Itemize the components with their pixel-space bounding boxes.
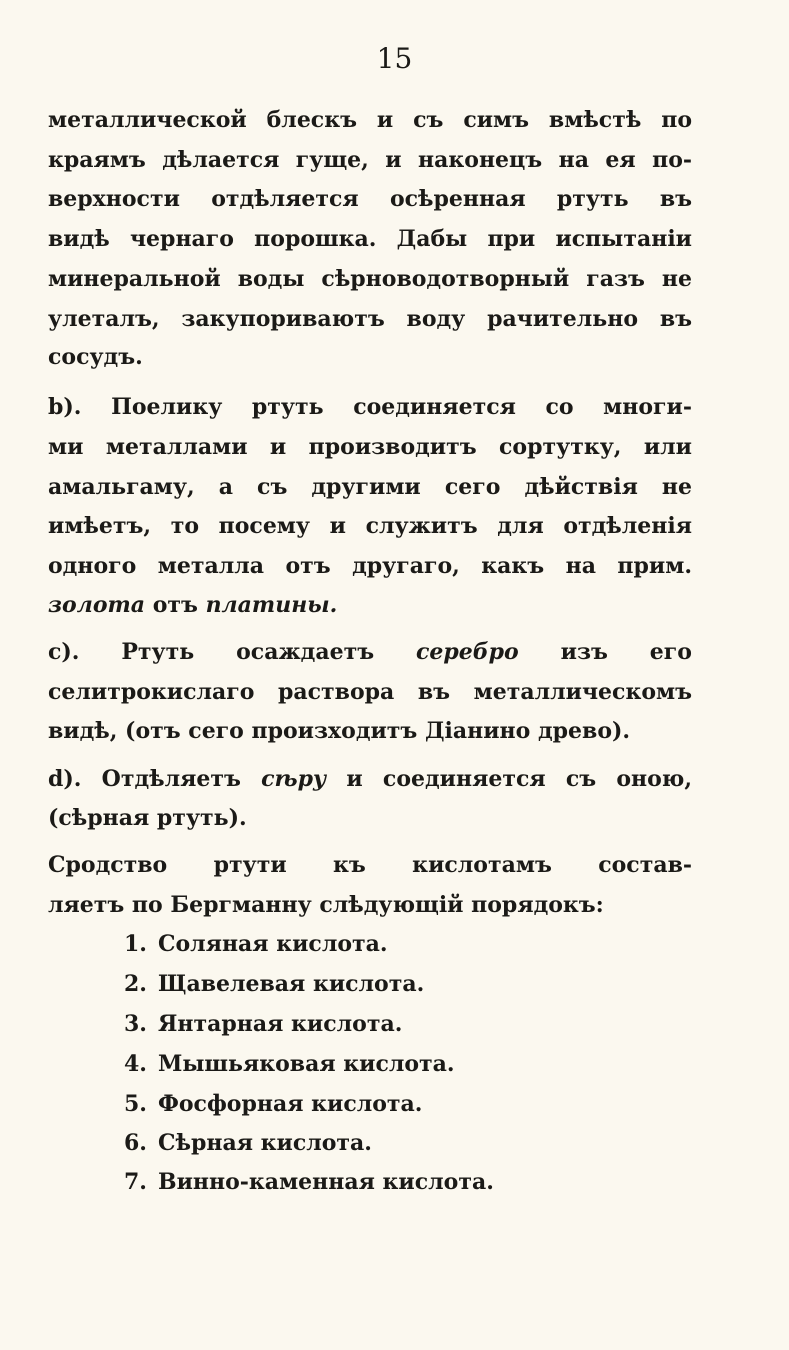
list-number: 1. <box>124 931 147 957</box>
italic-word-gold: золота <box>48 592 146 618</box>
text-line: краямъ дѣлается гуще, и наконецъ на ея по- <box>48 147 692 173</box>
word-from-its: изъ его <box>560 639 692 665</box>
list-number: 7. <box>124 1169 147 1195</box>
text-line: сосудъ. <box>48 344 143 370</box>
paragraph-d-rest: и соединяется съ оною, <box>346 766 692 792</box>
acid-list-item <box>124 1089 422 1119</box>
acid-name: Фосфорная кислота. <box>158 1091 423 1117</box>
text-line: селитрокислаго раствора въ металлическомъ <box>48 679 692 705</box>
text-line: (сѣрная ртуть). <box>48 805 247 831</box>
page-number: 15 <box>376 42 413 75</box>
paragraph-d-text: d). Отдѣляетъ <box>48 766 241 792</box>
text-line: верхности отдѣляется осѣренная ртуть въ <box>48 186 692 212</box>
text-line: одного металла отъ другаго, какъ на прим. <box>48 553 692 579</box>
acid-name: Соляная кислота. <box>158 931 388 957</box>
text-line: улеталъ, закупориваютъ воду рачительно въ <box>48 306 692 332</box>
text-line: металлической блескъ и съ симъ вмѣстѣ по <box>48 107 692 133</box>
text-line: ляетъ по Бергманну слѣдующій порядокъ: <box>48 892 604 918</box>
acid-list-item <box>124 1009 402 1039</box>
paragraph-d-line <box>48 764 692 794</box>
acid-list-item <box>124 1049 455 1079</box>
acid-name: Янтарная кислота. <box>158 1011 403 1037</box>
text-line: амальгаму, а съ другими сего дѣйствія не <box>48 474 692 500</box>
list-number: 4. <box>124 1051 147 1077</box>
italic-word-sulfur: сѣру <box>261 766 327 792</box>
paragraph-c-line <box>48 637 692 667</box>
acid-list-item <box>124 1167 494 1197</box>
italic-word-platinum: платины. <box>205 592 338 618</box>
paragraph-c-text: c). Ртуть осаждаетъ <box>48 639 375 665</box>
text-line: минеральной воды сѣрноводотворный газъ не <box>48 266 692 292</box>
text-line: видѣ чернаго порошка. Дабы при испытаніи <box>48 226 692 252</box>
text-line: Сродство ртути къ кислотамъ состав- <box>48 852 692 878</box>
acid-list-item <box>124 1128 372 1158</box>
text-line: ми металлами и производитъ сортутку, или <box>48 434 692 460</box>
acid-name: Мышьяковая кислота. <box>158 1051 455 1077</box>
acid-name: Сѣрная кислота. <box>158 1130 372 1156</box>
italic-word-silver: серебро <box>416 639 519 665</box>
acid-list-item <box>124 929 388 959</box>
text-line: видѣ, (отъ сего произходитъ Діанино древо). <box>48 718 631 744</box>
text-line: имѣетъ, то посему и служитъ для отдѣленія <box>48 513 692 539</box>
acid-list-item <box>124 969 424 999</box>
list-number: 3. <box>124 1011 147 1037</box>
paragraph-b-line: b). Поелику ртуть соединяется со многи- <box>48 394 692 420</box>
list-number: 5. <box>124 1091 147 1117</box>
acid-name: Щавелевая кислота. <box>158 971 425 997</box>
list-number: 2. <box>124 971 147 997</box>
list-number: 6. <box>124 1130 147 1156</box>
word-from: отъ <box>152 592 198 618</box>
text-line-gold-platinum <box>48 590 692 620</box>
acid-name: Винно-каменная кислота. <box>158 1169 494 1195</box>
